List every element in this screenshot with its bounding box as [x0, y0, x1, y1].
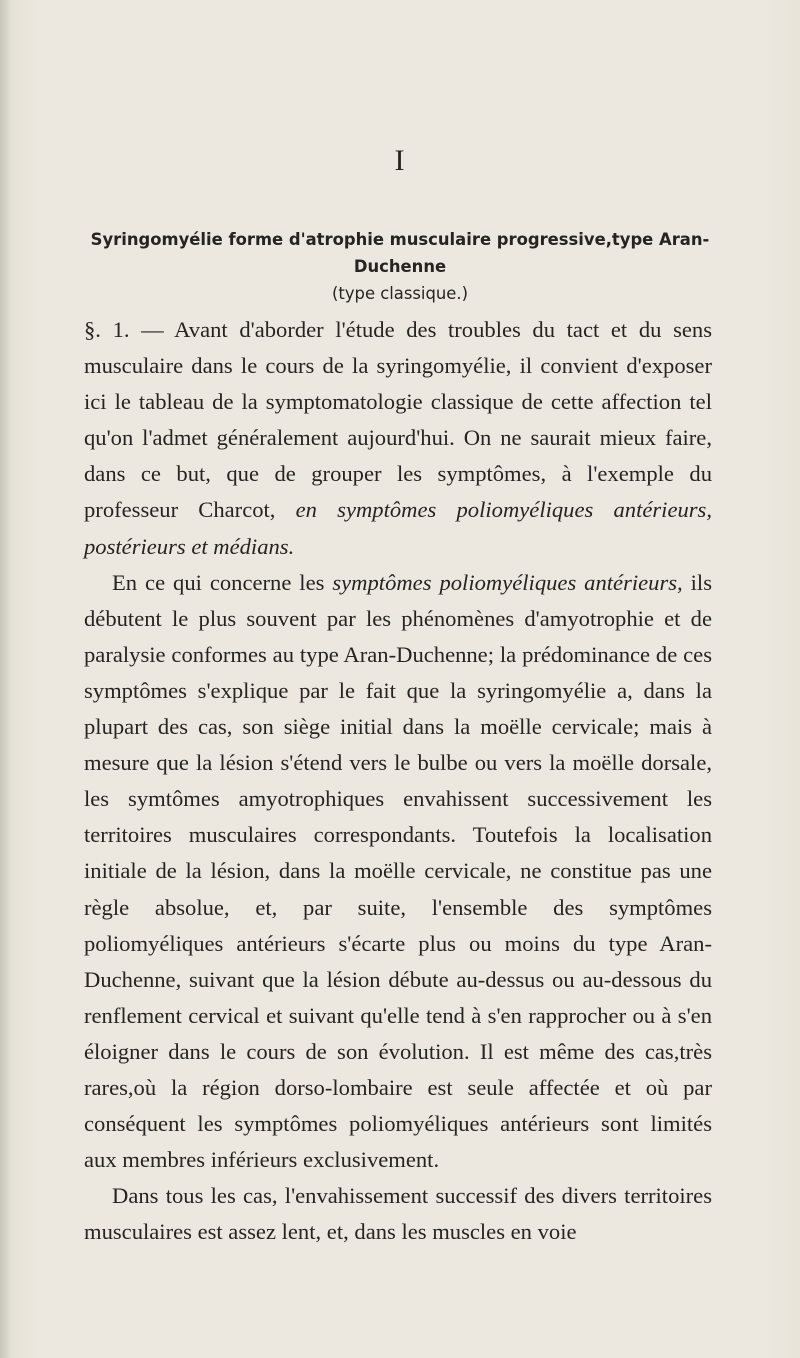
chapter-title-main: Syringomyélie forme d'atrophie musculaire progressive,type Aran-Duchenne [90, 230, 710, 276]
section-mark: §. 1. [84, 317, 130, 342]
paragraph-2-italic: symptômes poliomyéliques antérieurs, [332, 569, 683, 595]
paragraph-1-italic: en symptômes poliomyéliques antérieurs, postérieurs et médians. [84, 497, 712, 559]
paragraph-3 [84, 1178, 712, 1250]
chapter-number: I [394, 144, 406, 177]
page-spine-shadow [0, 0, 10, 1358]
paragraph-1 [84, 312, 712, 565]
paragraph-2 [84, 565, 712, 1179]
chapter-subtitle: (type classique.) [332, 284, 468, 303]
paragraph-3-text: Dans tous les cas, l'envahissement successif des divers territoires musculaires est assez lent, et, dans les muscles en voie [84, 1183, 712, 1245]
paragraph-2-intro: En ce qui concerne les [112, 569, 333, 595]
body-text [84, 312, 712, 1250]
chapter-title [70, 226, 730, 307]
paragraph-1-text: — Avant d'aborder l'étude des troubles du tact et du sens musculaire dans le cours de la syringomyélie, il convient d'exposer ici le tableau de la symptomatologie classique de cette affection tel qu'on l'admet généralement aujourd'hui. On ne saurait mieux faire, dans ce but, que de grouper les symptômes, à l'exemple du professeur Charcot, [84, 317, 712, 523]
paragraph-2-text: ils débutent le plus souvent par les phénomènes d'amyotrophie et de paralysie conformes au type Aran-Duchenne; la prédominance de ces symptômes s'explique par le fait que la syringomyélie a, dans la plupart des cas, son siège initial dans la moëlle cervicale; mais à mesure que la lésion s'étend vers le bulbe ou vers la moëlle dorsale, les symtômes amyotrophiques envahissent successivement les territoires musculaires correspondants. Toutefois la localisation initiale de la lésion, dans la moëlle cervicale, ne constitue pas une règle absolue, et, par suite, l'ensemble des symptômes poliomyéliques antérieurs s'écarte plus ou moins du type Aran-Duchenne, suivant que la lésion débute au-dessus ou au-dessous du renflement cervical et suivant qu'elle tend à s'en rapprocher ou à s'en éloigner dans le cours de son évolution. Il est même des cas,très rares,où la région dorso-lombaire est seule affectée et où par conséquent les symptômes poliomyéliques antérieurs sont limités aux membres inférieurs exclusivement. [84, 569, 712, 1173]
